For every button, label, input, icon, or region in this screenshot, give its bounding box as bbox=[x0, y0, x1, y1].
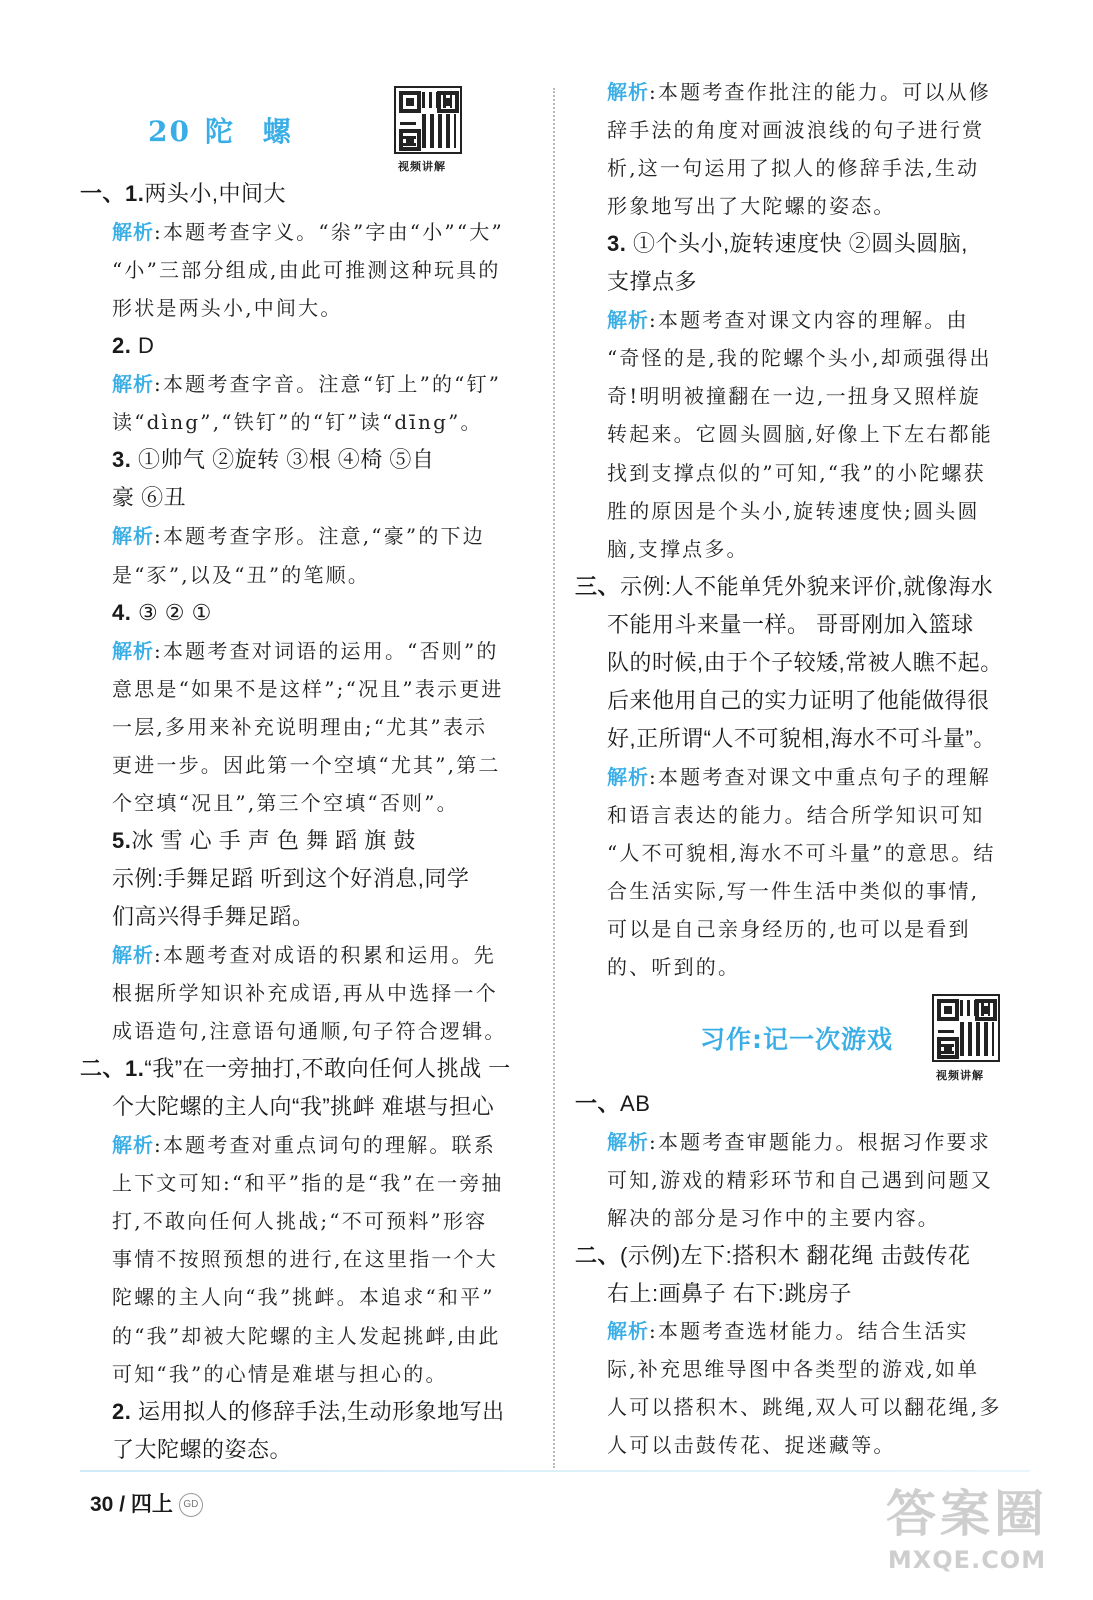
answer-line bbox=[575, 1086, 1030, 1122]
answer-line bbox=[112, 557, 532, 593]
line-text: 个空填“况且”,第三个空填“否则”。 bbox=[112, 790, 459, 815]
line-text: 好,正所谓“人不可貌相,海水不可斗量”。 bbox=[607, 725, 996, 751]
answer-line bbox=[112, 823, 532, 859]
answer-line bbox=[80, 176, 532, 212]
line-text: 合生活实际,写一件生活中类似的事情, bbox=[607, 879, 980, 904]
answer-line bbox=[112, 709, 532, 745]
line-text: “人不可貌相,海水不可斗量”的意思。结 bbox=[607, 841, 996, 865]
answer-line bbox=[607, 493, 1030, 529]
page-sep: / bbox=[113, 1493, 131, 1516]
question-number: 5. bbox=[112, 827, 132, 853]
line-text: AB bbox=[620, 1091, 651, 1116]
line-text: 打,不敢向任何人挑战;“不可预料”形容 bbox=[112, 1209, 488, 1234]
answer-line bbox=[112, 747, 532, 783]
answer-line bbox=[112, 1241, 532, 1277]
answer-line bbox=[607, 264, 1030, 300]
qr-label: 视频讲解 bbox=[398, 160, 446, 173]
line-text: :本题考查对成语的积累和运用。先 bbox=[154, 943, 496, 967]
analysis-tag: 解析 bbox=[112, 220, 154, 245]
answer-line bbox=[607, 340, 1030, 376]
line-text: 读“dìng”,“铁钉”的“钉”读“dīng”。 bbox=[112, 410, 483, 435]
question-number: 1. bbox=[125, 181, 145, 206]
line-text: ①个头小,旋转速度快 ②圆头圆脑, bbox=[626, 231, 968, 257]
line-text: 示例:人不能单凭外貌来评价,就像海水 bbox=[620, 573, 994, 599]
analysis-tag: 解析 bbox=[607, 1129, 649, 1154]
analysis-tag: 解析 bbox=[607, 1319, 649, 1344]
answer-line bbox=[607, 150, 1030, 186]
analysis-line bbox=[112, 937, 532, 973]
answer-line bbox=[112, 671, 532, 707]
line-text: :本题考查字音。注意“钉上”的“钉” bbox=[154, 372, 502, 397]
line-text: 们高兴得手舞足蹈。 bbox=[112, 903, 315, 929]
answer-line bbox=[575, 1238, 1030, 1274]
analysis-line bbox=[112, 214, 532, 250]
answer-line bbox=[607, 1427, 1030, 1463]
line-text: 示例:手舞足蹈 听到这个好消息,同学 bbox=[112, 865, 470, 891]
line-text: 成语造句,注意语句通顺,句子符合逻辑。 bbox=[112, 1019, 507, 1044]
question-number: 3. bbox=[607, 231, 627, 257]
line-text: 析,这一句运用了拟人的修辞手法,生动 bbox=[607, 156, 980, 181]
section-marker: 二、 bbox=[80, 1056, 126, 1082]
answer-line bbox=[112, 1279, 532, 1315]
question-number: 3. bbox=[112, 447, 132, 473]
analysis-tag: 解析 bbox=[607, 764, 649, 789]
analysis-line bbox=[607, 759, 1030, 795]
answer-line bbox=[112, 1394, 532, 1430]
analysis-line bbox=[607, 302, 1030, 338]
watermark bbox=[867, 1482, 1067, 1592]
analysis-line bbox=[112, 518, 532, 554]
line-text: 后来他用自己的实力证明了他能做得很 bbox=[607, 687, 990, 713]
analysis-line bbox=[607, 1313, 1030, 1349]
line-text: 人可以搭积木、跳绳,双人可以翻花绳,多 bbox=[607, 1395, 1002, 1420]
line-text: 右上:画鼻子 右下:跳房子 bbox=[607, 1280, 852, 1306]
line-text: 一层,多用来补充说明理由;“尤其”表示 bbox=[112, 714, 488, 739]
answer-line bbox=[112, 290, 532, 326]
answer-line bbox=[112, 252, 532, 288]
line-text: 可知,游戏的精彩环节和自己遇到问题又 bbox=[607, 1167, 993, 1192]
answer-line bbox=[607, 1389, 1030, 1425]
footer-divider bbox=[80, 1470, 1030, 1472]
lesson-name: 陀 螺 bbox=[204, 115, 301, 148]
analysis-line bbox=[607, 1124, 1030, 1160]
section-marker: 二、 bbox=[575, 1242, 621, 1268]
line-text: “小”三部分组成,由此可推测这种玩具的 bbox=[112, 258, 501, 283]
lesson-title bbox=[148, 110, 301, 150]
analysis-line bbox=[112, 1127, 532, 1163]
answer-line bbox=[607, 112, 1030, 148]
line-text: ①帅气 ②旋转 ③根 ④椅 ⑤自 bbox=[131, 447, 435, 473]
answer-line bbox=[607, 607, 1030, 643]
line-text: (示例)左下:搭积木 翻花绳 击鼓传花 bbox=[620, 1242, 971, 1268]
answer-line bbox=[112, 975, 532, 1011]
line-text: :本题考查选材能力。结合生活实 bbox=[649, 1319, 969, 1344]
line-text: 个大陀螺的主人向“我”挑衅 难堪与担心 bbox=[112, 1094, 495, 1120]
watermark-url: MXQE.COM bbox=[887, 1546, 1047, 1574]
answer-line bbox=[112, 595, 532, 631]
line-text: “奇怪的是,我的陀螺个头小,却顽强得出 bbox=[607, 346, 992, 371]
line-text: :本题考查作批注的能力。可以从修 bbox=[649, 80, 991, 104]
answer-line bbox=[575, 569, 1030, 605]
line-text: 奇!明明被撞翻在一边,一扭身又照样旋 bbox=[607, 384, 981, 409]
answer-line bbox=[607, 645, 1030, 681]
analysis-tag: 解析 bbox=[112, 524, 154, 549]
answer-line bbox=[112, 1089, 532, 1125]
column-divider bbox=[553, 88, 555, 1468]
qr-code-icon[interactable] bbox=[394, 86, 462, 154]
line-text: 陀螺的主人向“我”挑衅。本追求“和平” bbox=[112, 1285, 495, 1310]
question-number: 2. bbox=[112, 1398, 132, 1424]
question-number: 4. bbox=[112, 599, 132, 625]
answer-line bbox=[112, 1318, 532, 1354]
answer-line bbox=[112, 404, 532, 440]
analysis-tag: 解析 bbox=[607, 308, 649, 333]
line-text: D bbox=[131, 333, 155, 359]
edition-badge-icon: GD bbox=[179, 1493, 203, 1517]
section-marker: 三、 bbox=[575, 573, 621, 599]
answer-line bbox=[607, 873, 1030, 909]
line-text: 和语言表达的能力。结合所学知识可知 bbox=[607, 802, 985, 827]
line-text: :本题考查字义。“尜”字由“小”“大” bbox=[154, 220, 504, 245]
line-text: 豪 ⑥丑 bbox=[112, 485, 187, 511]
section-marker: 一、 bbox=[575, 1091, 621, 1116]
line-text: ③ ② ① bbox=[131, 599, 212, 625]
analysis-line bbox=[607, 74, 1030, 110]
analysis-tag: 解析 bbox=[607, 80, 649, 104]
line-text: 找到支撑点似的”可知,“我”的小陀螺获 bbox=[607, 460, 986, 485]
line-text: 可知“我”的心情是难堪与担心的。 bbox=[112, 1361, 448, 1386]
answer-line bbox=[112, 1013, 532, 1049]
answer-line bbox=[607, 188, 1030, 224]
analysis-tag: 解析 bbox=[112, 1133, 154, 1158]
answer-line bbox=[607, 1162, 1030, 1198]
answer-line bbox=[112, 899, 532, 935]
answer-line bbox=[607, 455, 1030, 491]
line-text: :本题考查字形。注意,“豪”的下边 bbox=[154, 524, 485, 549]
line-text: 人可以击鼓传花、捉迷藏等。 bbox=[607, 1433, 896, 1458]
analysis-line bbox=[112, 366, 532, 402]
line-text: 更进一步。因此第一个空填“尤其”,第二 bbox=[112, 752, 501, 777]
line-text: 运用拟人的修辞手法,生动形象地写出 bbox=[131, 1398, 505, 1424]
section-marker: 一、 bbox=[80, 181, 126, 206]
line-text: 解决的部分是习作中的主要内容。 bbox=[607, 1205, 940, 1230]
line-text: 是“豕”,以及“丑”的笔顺。 bbox=[112, 562, 371, 587]
answer-line bbox=[607, 1276, 1030, 1312]
answer-line bbox=[607, 1200, 1030, 1236]
answer-line bbox=[112, 328, 532, 364]
line-text: 形状是两头小,中间大。 bbox=[112, 296, 343, 321]
analysis-tag: 解析 bbox=[112, 372, 154, 397]
composition-title: 习作:记一次游戏 bbox=[700, 1025, 893, 1054]
answer-line bbox=[112, 1165, 532, 1201]
answer-line bbox=[112, 861, 532, 897]
answer-line bbox=[112, 442, 532, 478]
answer-line bbox=[112, 1432, 532, 1468]
line-text: 两头小,中间大 bbox=[144, 181, 286, 206]
line-text: :本题考查审题能力。根据习作要求 bbox=[649, 1129, 991, 1154]
line-text: 转起来。它圆头圆脑,好像上下左右都能 bbox=[607, 422, 993, 447]
answer-line bbox=[607, 683, 1030, 719]
answer-line bbox=[607, 835, 1030, 871]
analysis-line bbox=[112, 633, 532, 669]
answer-line bbox=[607, 797, 1030, 833]
line-text: 队的时候,由于个子较矮,常被人瞧不起。 bbox=[607, 649, 1003, 675]
line-text: 际,补充思维导图中各类型的游戏,如单 bbox=[607, 1357, 980, 1382]
line-text: 意思是“如果不是这样”;“况且”表示更进 bbox=[112, 676, 504, 701]
line-text: :本题考查对词语的运用。“否则”的 bbox=[154, 638, 499, 663]
line-text: 根据所学知识补充成语,再从中选择一个 bbox=[112, 981, 498, 1006]
answer-line bbox=[607, 1351, 1030, 1387]
answer-line bbox=[112, 785, 532, 821]
analysis-tag: 解析 bbox=[112, 638, 154, 663]
answer-line bbox=[607, 416, 1030, 452]
answer-line bbox=[112, 480, 532, 516]
answer-line bbox=[112, 1356, 532, 1392]
line-text: 可以是自己亲身经历的,也可以是看到 bbox=[607, 917, 971, 942]
line-text: :本题考查对课文内容的理解。由 bbox=[649, 308, 969, 333]
question-number: 1. bbox=[125, 1056, 145, 1082]
line-text: 辞手法的角度对画波浪线的句子进行赏 bbox=[607, 118, 985, 143]
line-text: 形象地写出了大陀螺的姿态。 bbox=[607, 194, 896, 219]
line-text: 的、听到的。 bbox=[607, 955, 741, 980]
line-text: 支撑点多 bbox=[607, 269, 698, 295]
line-text: 脑,支撑点多。 bbox=[607, 536, 749, 561]
watermark-logo: 答案圈 bbox=[886, 1485, 1048, 1543]
line-text: 的“我”却被大陀螺的主人发起挑衅,由此 bbox=[112, 1323, 501, 1348]
line-text: 了大陀螺的姿态。 bbox=[112, 1436, 293, 1462]
line-text: “我”在一旁抽打,不敢向任何人挑战 一 bbox=[144, 1056, 511, 1082]
page-footer bbox=[90, 1488, 203, 1518]
grade-label: 四上 bbox=[130, 1493, 173, 1516]
line-text: :本题考查对重点词句的理解。联系 bbox=[154, 1133, 496, 1158]
answer-line bbox=[607, 226, 1030, 262]
page-number: 30 bbox=[90, 1493, 114, 1516]
answer-line bbox=[607, 531, 1030, 567]
answer-line bbox=[607, 949, 1030, 985]
line-text: 上下文可知:“和平”指的是“我”在一旁抽 bbox=[112, 1171, 504, 1196]
answer-line bbox=[607, 378, 1030, 414]
line-text: :本题考查对课文中重点句子的理解 bbox=[649, 764, 991, 789]
line-text: 不能用斗来量一样。 哥哥刚加入篮球 bbox=[607, 611, 974, 637]
answer-line bbox=[607, 721, 1030, 757]
lesson-number: 20 bbox=[148, 115, 191, 148]
qr-code-icon[interactable] bbox=[932, 994, 1000, 1062]
answer-line bbox=[80, 1051, 532, 1087]
line-text: 胜的原因是个头小,旋转速度快;圆头圆 bbox=[607, 498, 980, 523]
answer-line bbox=[112, 1203, 532, 1239]
line-text: 事情不按照预想的进行,在这里指一个大 bbox=[112, 1247, 498, 1272]
qr-label: 视频讲解 bbox=[936, 1069, 984, 1082]
line-text: 冰 雪 心 手 声 色 舞 蹈 旗 鼓 bbox=[131, 827, 416, 853]
question-number: 2. bbox=[112, 333, 132, 359]
answer-line bbox=[607, 911, 1030, 947]
analysis-tag: 解析 bbox=[112, 943, 154, 967]
